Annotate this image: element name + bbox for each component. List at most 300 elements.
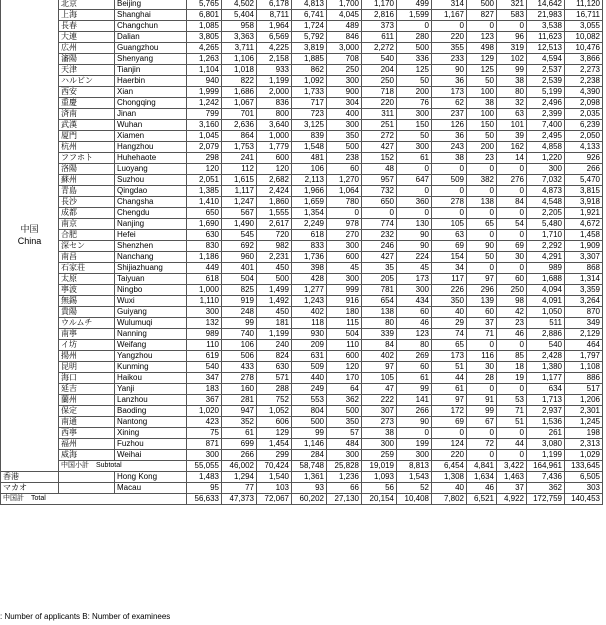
city-name-jp: 太原 — [59, 274, 115, 285]
value-cell: 44 — [497, 439, 527, 450]
value-cell: 69 — [432, 417, 467, 428]
value-cell: 269 — [397, 351, 432, 362]
value-cell: 3,307 — [565, 252, 603, 263]
city-name-jp: 洛陽 — [59, 164, 115, 175]
value-cell: 0 — [397, 186, 432, 197]
city-name-en: Chongqing — [115, 98, 187, 109]
city-name-jp: 杭州 — [59, 142, 115, 153]
city-name-jp: 海口 — [59, 373, 115, 384]
value-cell: 5,480 — [527, 219, 565, 230]
value-cell: 173 — [432, 87, 467, 98]
value-cell: 1,634 — [467, 472, 497, 483]
table-row — [1, 87, 603, 98]
table-row — [1, 428, 603, 439]
table-row — [1, 0, 603, 10]
value-cell: 1,548 — [292, 142, 327, 153]
value-cell: 1,117 — [222, 186, 257, 197]
value-cell: 1,688 — [527, 274, 565, 285]
value-cell: 428 — [292, 274, 327, 285]
value-cell: 1,247 — [222, 197, 257, 208]
value-cell: 336 — [397, 54, 432, 65]
value-cell: 2,537 — [527, 65, 565, 76]
value-cell: 48 — [362, 164, 397, 175]
value-cell: 240 — [257, 340, 292, 351]
value-cell: 1,615 — [222, 175, 257, 186]
value-cell: 870 — [565, 307, 603, 318]
value-cell: 53 — [497, 395, 527, 406]
value-cell: 0 — [467, 230, 497, 241]
value-cell: 90 — [397, 230, 432, 241]
value-cell: 500 — [327, 142, 362, 153]
value-cell: 720 — [257, 230, 292, 241]
value-cell: 2,051 — [187, 175, 222, 186]
value-cell: 84 — [497, 197, 527, 208]
value-cell: 1,052 — [257, 406, 292, 417]
table-row — [1, 362, 603, 373]
value-cell: 38 — [467, 98, 497, 109]
value-cell: 839 — [292, 131, 327, 142]
value-cell: 38 — [432, 153, 467, 164]
value-cell: 0 — [397, 208, 432, 219]
value-cell: 220 — [432, 450, 467, 461]
city-name-jp: 重慶 — [59, 98, 115, 109]
value-cell: 99 — [222, 318, 257, 329]
total-label: 中国計 Total — [1, 494, 187, 505]
value-cell: 238 — [327, 153, 362, 164]
total-value: 20,154 — [362, 494, 397, 505]
value-cell: 2,231 — [257, 252, 292, 263]
subtotal-value: 8,813 — [397, 461, 432, 472]
table-row — [1, 395, 603, 406]
value-cell: 440 — [292, 373, 327, 384]
value-cell: 126 — [432, 120, 467, 131]
value-cell: 61 — [222, 428, 257, 439]
value-cell: 110 — [327, 340, 362, 351]
city-name-en: Chengdu — [115, 208, 187, 219]
value-cell: 692 — [222, 241, 257, 252]
value-cell: 91 — [467, 395, 497, 406]
value-cell: 2,617 — [257, 219, 292, 230]
value-cell: 1,199 — [257, 76, 292, 87]
value-cell: 222 — [362, 395, 397, 406]
value-cell: 545 — [222, 230, 257, 241]
value-cell: 50 — [467, 131, 497, 142]
value-cell: 3,080 — [527, 439, 565, 450]
value-cell: 1,085 — [187, 21, 222, 32]
value-cell: 960 — [222, 252, 257, 263]
table-row — [1, 164, 603, 175]
city-name-jp: 北京 — [59, 0, 115, 10]
value-cell: 1,029 — [565, 450, 603, 461]
value-cell: 311 — [362, 109, 397, 120]
value-cell: 1,700 — [327, 0, 362, 10]
value-cell: 150 — [467, 120, 497, 131]
value-cell: 51 — [432, 362, 467, 373]
value-cell: 67 — [467, 417, 497, 428]
value-cell: 84 — [362, 340, 397, 351]
value-cell: 300 — [187, 307, 222, 318]
value-cell: 401 — [222, 263, 257, 274]
value-cell: 0 — [497, 384, 527, 395]
value-cell: 39 — [497, 131, 527, 142]
total-value: 172,759 — [527, 494, 565, 505]
table-row — [1, 307, 603, 318]
value-cell: 367 — [187, 395, 222, 406]
value-cell: 259 — [362, 450, 397, 461]
value-cell: 634 — [527, 384, 565, 395]
subtotal-value: 19,019 — [362, 461, 397, 472]
value-cell: 314 — [432, 0, 467, 10]
city-name-jp: 南通 — [59, 417, 115, 428]
total-value: 7,802 — [432, 494, 467, 505]
value-cell: 540 — [187, 362, 222, 373]
value-cell: 650 — [362, 197, 397, 208]
subtotal-value: 164,961 — [527, 461, 565, 472]
value-cell: 723 — [292, 109, 327, 120]
value-cell: 1,170 — [362, 0, 397, 10]
city-name-jp: 無錫 — [59, 296, 115, 307]
table-row — [1, 186, 603, 197]
table-row — [1, 76, 603, 87]
value-cell: 1,490 — [222, 219, 257, 230]
value-cell: 296 — [467, 285, 497, 296]
city-name-en: Shenyang — [115, 54, 187, 65]
value-cell: 321 — [497, 0, 527, 10]
value-cell: 278 — [222, 373, 257, 384]
value-cell: 4,291 — [527, 252, 565, 263]
value-cell: 2,079 — [187, 142, 222, 153]
value-cell: 14,642 — [527, 0, 565, 10]
value-cell: 1,354 — [292, 208, 327, 219]
value-cell: 916 — [327, 296, 362, 307]
city-name-jp: 蘇州 — [59, 175, 115, 186]
value-cell: 1,000 — [257, 131, 292, 142]
city-name-jp: 厦門 — [59, 131, 115, 142]
value-cell: 224 — [397, 252, 432, 263]
value-cell: 173 — [397, 274, 432, 285]
value-cell: 3,363 — [222, 32, 257, 43]
value-cell: 1,499 — [257, 285, 292, 296]
value-cell: 21,983 — [527, 10, 565, 21]
city-name-jp: 揚州 — [59, 351, 115, 362]
value-cell: 243 — [432, 142, 467, 153]
value-cell: 80 — [362, 318, 397, 329]
value-cell: 30 — [497, 252, 527, 263]
city-name-jp: 威海 — [59, 450, 115, 461]
table-row — [1, 252, 603, 263]
value-cell: 3,918 — [565, 197, 603, 208]
value-cell: 77 — [222, 483, 257, 494]
value-cell: 300 — [397, 450, 432, 461]
value-cell: 350 — [327, 131, 362, 142]
value-cell: 65 — [467, 219, 497, 230]
value-cell: 4,265 — [187, 43, 222, 54]
value-cell: 1,463 — [497, 472, 527, 483]
value-cell: 1,710 — [527, 230, 565, 241]
value-cell: 10,082 — [565, 32, 603, 43]
table-row — [1, 318, 603, 329]
value-cell: 499 — [397, 0, 432, 10]
value-cell: 300 — [327, 450, 362, 461]
value-cell: 85 — [497, 351, 527, 362]
value-cell: 232 — [362, 230, 397, 241]
value-cell: 517 — [565, 384, 603, 395]
value-cell: 1,108 — [565, 362, 603, 373]
value-cell: 0 — [497, 450, 527, 461]
value-cell: 125 — [467, 65, 497, 76]
value-cell: 2,035 — [565, 109, 603, 120]
value-cell: 400 — [327, 109, 362, 120]
total-value: 56,633 — [187, 494, 222, 505]
value-cell: 2,050 — [565, 131, 603, 142]
value-cell: 28 — [467, 373, 497, 384]
value-cell: 701 — [222, 109, 257, 120]
value-cell: 4,045 — [327, 10, 362, 21]
city-name-en: Shijiazhuang — [115, 263, 187, 274]
value-cell: 45 — [397, 263, 432, 274]
value-cell: 29 — [432, 318, 467, 329]
value-cell: 830 — [187, 241, 222, 252]
value-cell: 4,133 — [565, 142, 603, 153]
city-name-en: Weihai — [115, 450, 187, 461]
value-cell: 74 — [432, 329, 467, 340]
city-name-jp: 済南 — [59, 109, 115, 120]
city-name-en: Wuhan — [115, 120, 187, 131]
value-cell: 2,682 — [257, 175, 292, 186]
value-cell: 933 — [257, 65, 292, 76]
value-cell: 2,292 — [527, 241, 565, 252]
value-cell: 2,816 — [362, 10, 397, 21]
city-name-en: Nanning — [115, 329, 187, 340]
value-cell: 402 — [362, 351, 397, 362]
value-cell: 120 — [257, 164, 292, 175]
value-cell: 6,178 — [257, 0, 292, 10]
value-cell: 654 — [362, 296, 397, 307]
value-cell: 37 — [497, 483, 527, 494]
table-row — [1, 142, 603, 153]
value-cell: 498 — [467, 43, 497, 54]
table-row — [1, 230, 603, 241]
value-cell: 355 — [432, 43, 467, 54]
value-cell: 248 — [222, 307, 257, 318]
value-cell: 50 — [467, 76, 497, 87]
value-cell: 132 — [187, 318, 222, 329]
value-cell: 1,999 — [187, 87, 222, 98]
city-name-jp: フフホト — [59, 153, 115, 164]
city-name-en: Shenzhen — [115, 241, 187, 252]
value-cell: 3,160 — [187, 120, 222, 131]
value-cell: 0 — [467, 263, 497, 274]
value-cell: 1,220 — [527, 153, 565, 164]
city-name-jp: 福州 — [59, 439, 115, 450]
subtotal-value: 46,002 — [222, 461, 257, 472]
value-cell: 504 — [327, 329, 362, 340]
value-cell: 46 — [397, 318, 432, 329]
value-cell: 989 — [527, 263, 565, 274]
value-cell: 124 — [432, 439, 467, 450]
table-row — [1, 450, 603, 461]
value-cell: 799 — [187, 109, 222, 120]
value-cell: 2,495 — [527, 131, 565, 142]
value-cell: 0 — [467, 208, 497, 219]
table-row — [1, 65, 603, 76]
value-cell: 2,205 — [527, 208, 565, 219]
value-cell: 115 — [327, 318, 362, 329]
value-cell: 100 — [467, 87, 497, 98]
value-cell: 4,594 — [527, 54, 565, 65]
value-cell: 129 — [467, 54, 497, 65]
value-cell: 540 — [527, 340, 565, 351]
value-cell: 103 — [257, 483, 292, 494]
value-cell: 647 — [397, 175, 432, 186]
value-cell: 350 — [327, 417, 362, 428]
value-cell: 611 — [362, 32, 397, 43]
table-row — [1, 153, 603, 164]
value-cell: 307 — [362, 406, 397, 417]
city-name-jp: 南昌 — [59, 252, 115, 263]
value-cell: 864 — [222, 131, 257, 142]
value-cell: 940 — [187, 76, 222, 87]
value-cell: 69 — [497, 241, 527, 252]
value-cell: 64 — [327, 384, 362, 395]
value-cell: 152 — [362, 153, 397, 164]
value-cell: 249 — [292, 384, 327, 395]
value-cell: 2,249 — [292, 219, 327, 230]
value-cell: 30 — [467, 362, 497, 373]
value-cell: 120 — [327, 362, 362, 373]
value-cell: 1,797 — [565, 351, 603, 362]
city-name-en: Haerbin — [115, 76, 187, 87]
table-row — [1, 219, 603, 230]
value-cell: 1,243 — [292, 296, 327, 307]
value-cell: 509 — [292, 362, 327, 373]
value-cell: 250 — [362, 76, 397, 87]
value-cell: 1,020 — [187, 406, 222, 417]
value-cell: 278 — [432, 197, 467, 208]
value-cell: 500 — [397, 43, 432, 54]
value-cell: 606 — [257, 417, 292, 428]
value-cell: 1,018 — [222, 65, 257, 76]
table-row — [1, 340, 603, 351]
value-cell: 427 — [362, 252, 397, 263]
value-cell: 1,380 — [527, 362, 565, 373]
value-cell: 871 — [187, 439, 222, 450]
city-name-en: Changchun — [115, 21, 187, 32]
table-row — [1, 285, 603, 296]
value-cell: 1,659 — [292, 197, 327, 208]
value-cell: 237 — [432, 109, 467, 120]
value-cell: 347 — [187, 373, 222, 384]
value-cell: 6,741 — [292, 10, 327, 21]
table-row — [1, 274, 603, 285]
value-cell: 1,966 — [292, 186, 327, 197]
city-name-jp: 武漢 — [59, 120, 115, 131]
value-cell: 4,813 — [292, 0, 327, 10]
value-cell: 822 — [222, 76, 257, 87]
value-cell: 112 — [222, 164, 257, 175]
value-cell: 266 — [222, 450, 257, 461]
country-cell — [1, 0, 59, 472]
value-cell: 220 — [432, 32, 467, 43]
city-name-en: Hangzhou — [115, 142, 187, 153]
value-cell: 4,094 — [527, 285, 565, 296]
value-cell: 300 — [187, 450, 222, 461]
value-cell: 3,866 — [565, 54, 603, 65]
value-cell: 50 — [397, 131, 432, 142]
value-cell: 1,104 — [187, 65, 222, 76]
value-cell: 8,711 — [257, 10, 292, 21]
value-cell: 280 — [397, 32, 432, 43]
value-cell: 1,092 — [292, 76, 327, 87]
value-cell: 1,270 — [327, 175, 362, 186]
value-cell: 930 — [292, 329, 327, 340]
value-cell: 2,272 — [362, 43, 397, 54]
city-name-jp: イ坊 — [59, 340, 115, 351]
value-cell: 1,536 — [527, 417, 565, 428]
value-cell: 69 — [432, 241, 467, 252]
value-cell: 0 — [497, 428, 527, 439]
value-cell: 0 — [327, 208, 362, 219]
value-cell: 300 — [397, 109, 432, 120]
value-cell: 718 — [362, 87, 397, 98]
value-cell: 180 — [327, 307, 362, 318]
value-cell: 0 — [467, 450, 497, 461]
value-cell: 304 — [327, 98, 362, 109]
value-cell: 0 — [467, 428, 497, 439]
value-cell: 500 — [467, 0, 497, 10]
value-cell: 44 — [432, 373, 467, 384]
value-cell: 362 — [527, 483, 565, 494]
value-cell: 281 — [222, 395, 257, 406]
value-cell: 352 — [222, 417, 257, 428]
city-name-jp: 南寧 — [59, 329, 115, 340]
value-cell: 204 — [362, 65, 397, 76]
value-cell: 40 — [432, 307, 467, 318]
city-name-jp: 長春 — [59, 21, 115, 32]
city-name-en: Baoding — [115, 406, 187, 417]
value-cell: 138 — [362, 307, 397, 318]
city-name-en: Changsha — [115, 197, 187, 208]
value-cell: 110 — [187, 340, 222, 351]
subtotal-value: 4,841 — [467, 461, 497, 472]
value-cell: 4,091 — [527, 296, 565, 307]
region-name-jp: 香港 — [1, 472, 59, 483]
value-cell: 246 — [362, 241, 397, 252]
value-cell: 1,885 — [292, 54, 327, 65]
value-cell: 1,050 — [527, 307, 565, 318]
value-cell: 3,000 — [327, 43, 362, 54]
value-cell: 226 — [432, 285, 467, 296]
value-cell: 511 — [527, 318, 565, 329]
city-name-jp: 合肥 — [59, 230, 115, 241]
value-cell: 300 — [327, 274, 362, 285]
value-cell: 825 — [222, 285, 257, 296]
table-row — [1, 351, 603, 362]
value-cell: 553 — [292, 395, 327, 406]
value-cell: 836 — [257, 98, 292, 109]
city-name-jp: 南京 — [59, 219, 115, 230]
value-cell: 0 — [432, 21, 467, 32]
value-cell: 0 — [432, 186, 467, 197]
country-name-en: China — [17, 236, 42, 246]
value-cell: 96 — [497, 32, 527, 43]
value-cell: 23 — [497, 318, 527, 329]
value-cell: 4,390 — [565, 87, 603, 98]
city-name-en: Yangzhou — [115, 351, 187, 362]
value-cell: 80 — [397, 340, 432, 351]
value-cell: 484 — [327, 439, 362, 450]
value-cell: 833 — [292, 241, 327, 252]
